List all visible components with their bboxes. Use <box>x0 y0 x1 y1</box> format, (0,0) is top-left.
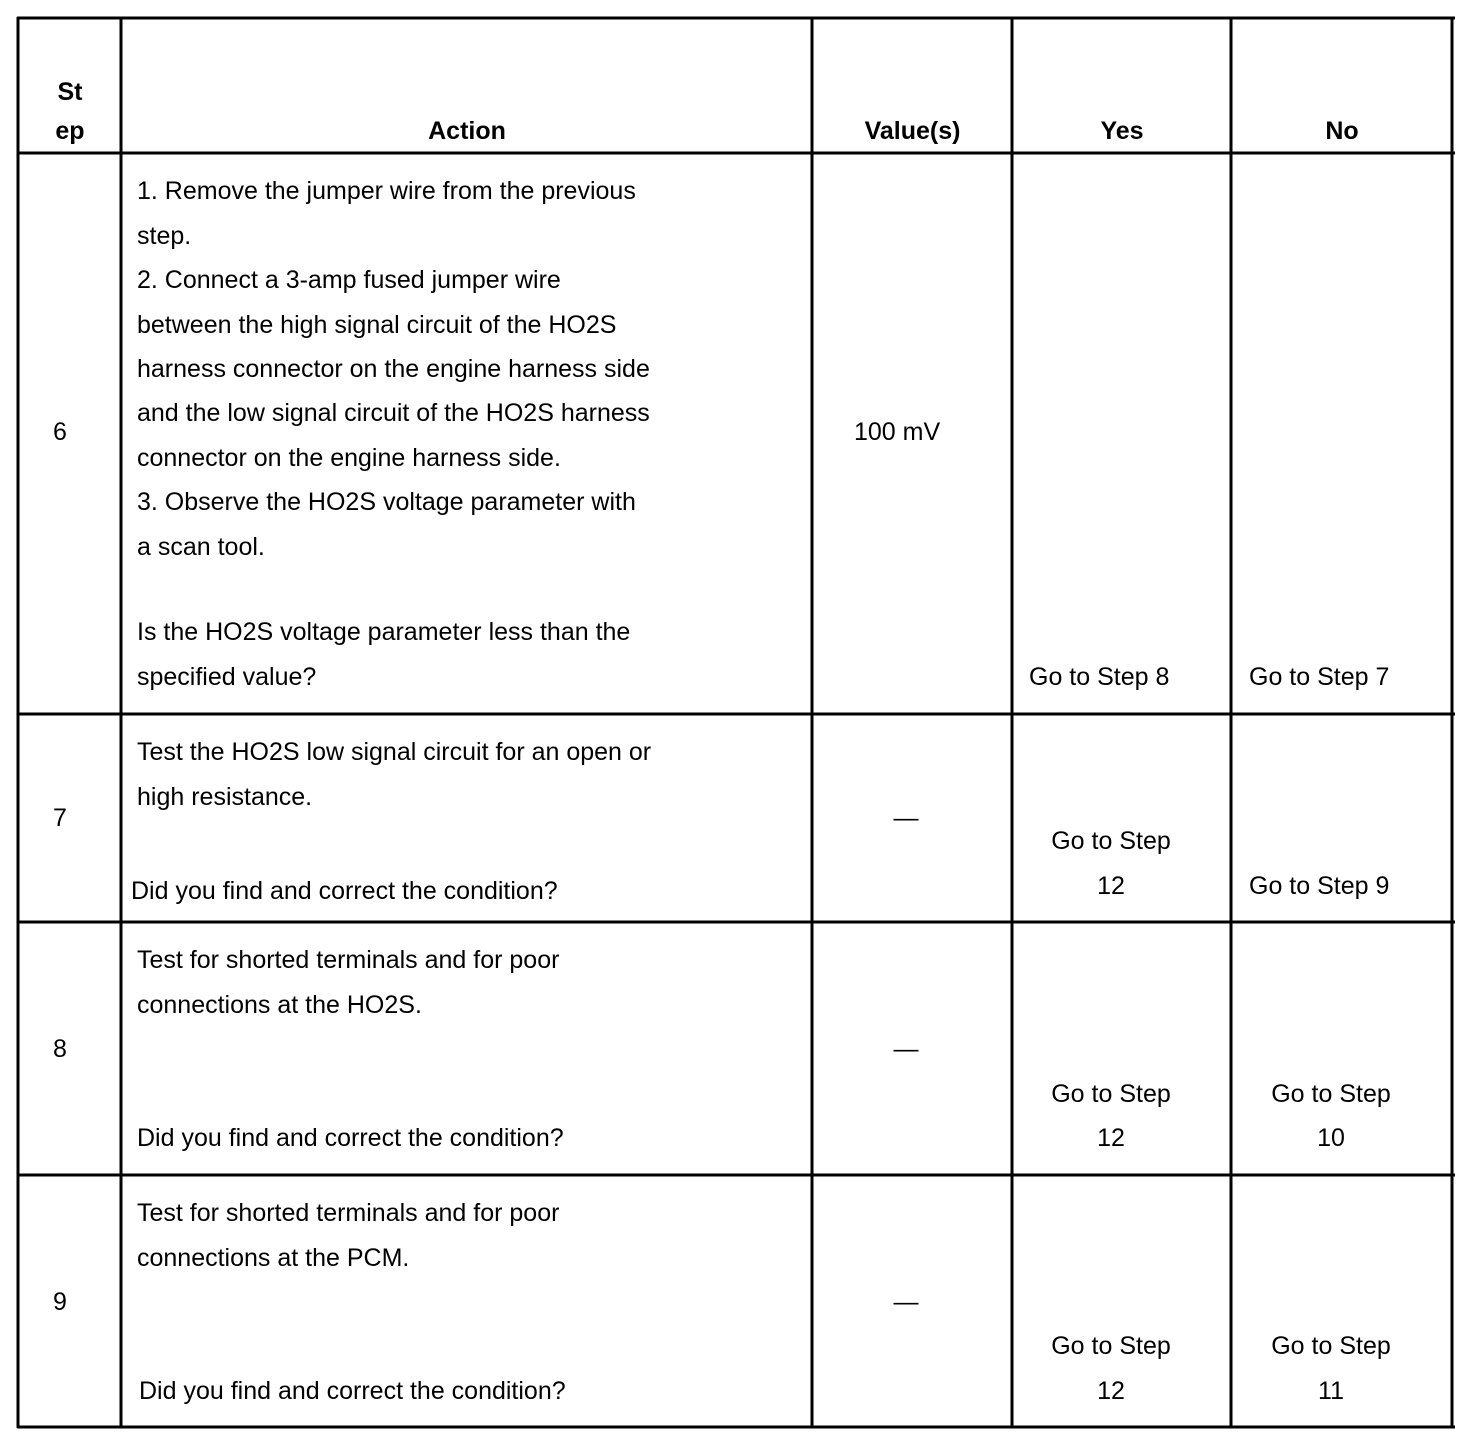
header-yes: Yes <box>1100 117 1144 145</box>
yes-cell: 12 <box>1097 872 1125 900</box>
action-line: Test the HO2S low signal circuit for an open or <box>137 738 652 766</box>
step-number: 7 <box>53 804 67 832</box>
yes-cell: 12 <box>1097 1377 1125 1405</box>
yes-cell: Go to Step <box>1051 1080 1171 1108</box>
yes-cell: 12 <box>1097 1124 1125 1152</box>
no-cell: Go to Step 9 <box>1249 872 1390 900</box>
step-number: 8 <box>53 1035 67 1063</box>
action-line: 1. Remove the jumper wire from the previous <box>137 177 636 205</box>
action-line: Test for shorted terminals and for poor <box>137 946 560 974</box>
value-cell: — <box>893 804 919 832</box>
action-line: and the low signal circuit of the HO2S harness <box>137 399 650 427</box>
header-step-line1: St <box>57 78 83 106</box>
action-line: connections at the PCM. <box>137 1244 410 1272</box>
step-number: 6 <box>53 418 67 446</box>
question-line: specified value? <box>137 663 317 691</box>
header-no: No <box>1325 117 1359 145</box>
action-line: a scan tool. <box>137 533 265 561</box>
no-cell: Go to Step <box>1271 1080 1391 1108</box>
header-action: Action <box>428 117 506 145</box>
question-line: Is the HO2S voltage parameter less than the <box>137 618 631 646</box>
action-line: harness connector on the engine harness side <box>137 355 650 383</box>
question-line: Did you find and correct the condition? <box>131 877 558 905</box>
step-number: 9 <box>53 1288 67 1316</box>
value-cell: 100 mV <box>854 418 941 446</box>
header-values: Value(s) <box>864 117 961 145</box>
value-cell: — <box>893 1035 919 1063</box>
action-line: Test for shorted terminals and for poor <box>137 1199 560 1227</box>
yes-cell: Go to Step <box>1051 1332 1171 1360</box>
no-cell: Go to Step 7 <box>1249 663 1390 691</box>
question-line: Did you find and correct the condition? <box>139 1377 566 1405</box>
header-step-line2: ep <box>55 117 85 145</box>
yes-cell: Go to Step 8 <box>1029 663 1170 691</box>
action-line: step. <box>137 222 192 250</box>
action-line: 3. Observe the HO2S voltage parameter with <box>137 488 636 516</box>
action-line: high resistance. <box>137 783 313 811</box>
no-cell: 10 <box>1317 1124 1345 1152</box>
yes-cell: Go to Step <box>1051 827 1171 855</box>
question-line: Did you find and correct the condition? <box>137 1124 564 1152</box>
no-cell: 11 <box>1318 1377 1344 1405</box>
action-line: 2. Connect a 3-amp fused jumper wire <box>137 266 561 294</box>
no-cell: Go to Step <box>1271 1332 1391 1360</box>
action-line: between the high signal circuit of the HO2S <box>137 311 617 339</box>
value-cell: — <box>893 1288 919 1316</box>
action-line: connector on the engine harness side. <box>137 444 561 472</box>
action-line: connections at the HO2S. <box>137 991 422 1019</box>
